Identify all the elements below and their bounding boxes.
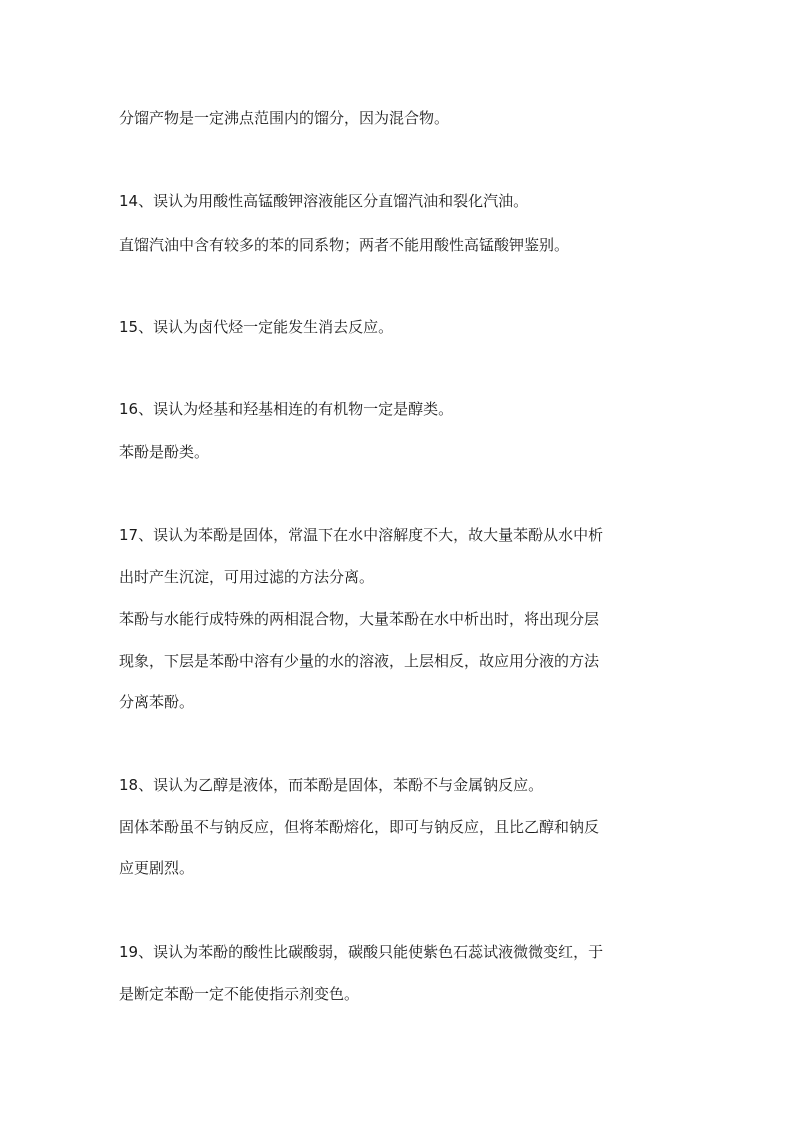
item-18-explanation-line-2: 应更剧烈。 [119, 859, 195, 877]
item-14-misconception: 14、误认为用酸性高锰酸钾溶液能区分直馏汽油和裂化汽油。 [119, 192, 529, 210]
item-19-misconception-line-2: 是断定苯酚一定不能使指示剂变色。 [119, 985, 360, 1003]
item-17-explanation-line-3: 分离苯酚。 [119, 693, 195, 711]
item-17-explanation-line-1: 苯酚与水能行成特殊的两相混合物，大量苯酚在水中析出时，将出现分层 [119, 610, 600, 628]
item-18-explanation-line-1: 固体苯酚虽不与钠反应，但将苯酚熔化，即可与钠反应，且比乙醇和钠反 [119, 818, 600, 836]
item-19-misconception-line-1: 19、误认为苯酚的酸性比碳酸弱，碳酸只能使紫色石蕊试液微微变红，于 [119, 943, 604, 961]
text-line-distillation-product: 分馏产物是一定沸点范围内的馏分，因为混合物。 [119, 109, 450, 127]
item-16-explanation: 苯酚是酚类。 [119, 443, 210, 461]
item-17-explanation-line-2: 现象，下层是苯酚中溶有少量的水的溶液，上层相反，故应用分液的方法 [119, 652, 600, 670]
item-14-explanation: 直馏汽油中含有较多的苯的同系物；两者不能用酸性高锰酸钾鉴别。 [119, 236, 570, 254]
item-17-misconception-line-2: 出时产生沉淀，可用过滤的方法分离。 [119, 568, 375, 586]
item-15-misconception: 15、误认为卤代烃一定能发生消去反应。 [119, 318, 394, 336]
item-17-misconception-line-1: 17、误认为苯酚是固体，常温下在水中溶解度不大，故大量苯酚从水中析 [119, 526, 604, 544]
item-18-misconception: 18、误认为乙醇是液体，而苯酚是固体，苯酚不与金属钠反应。 [119, 776, 544, 794]
item-16-misconception: 16、误认为烃基和羟基相连的有机物一定是醇类。 [119, 400, 454, 418]
